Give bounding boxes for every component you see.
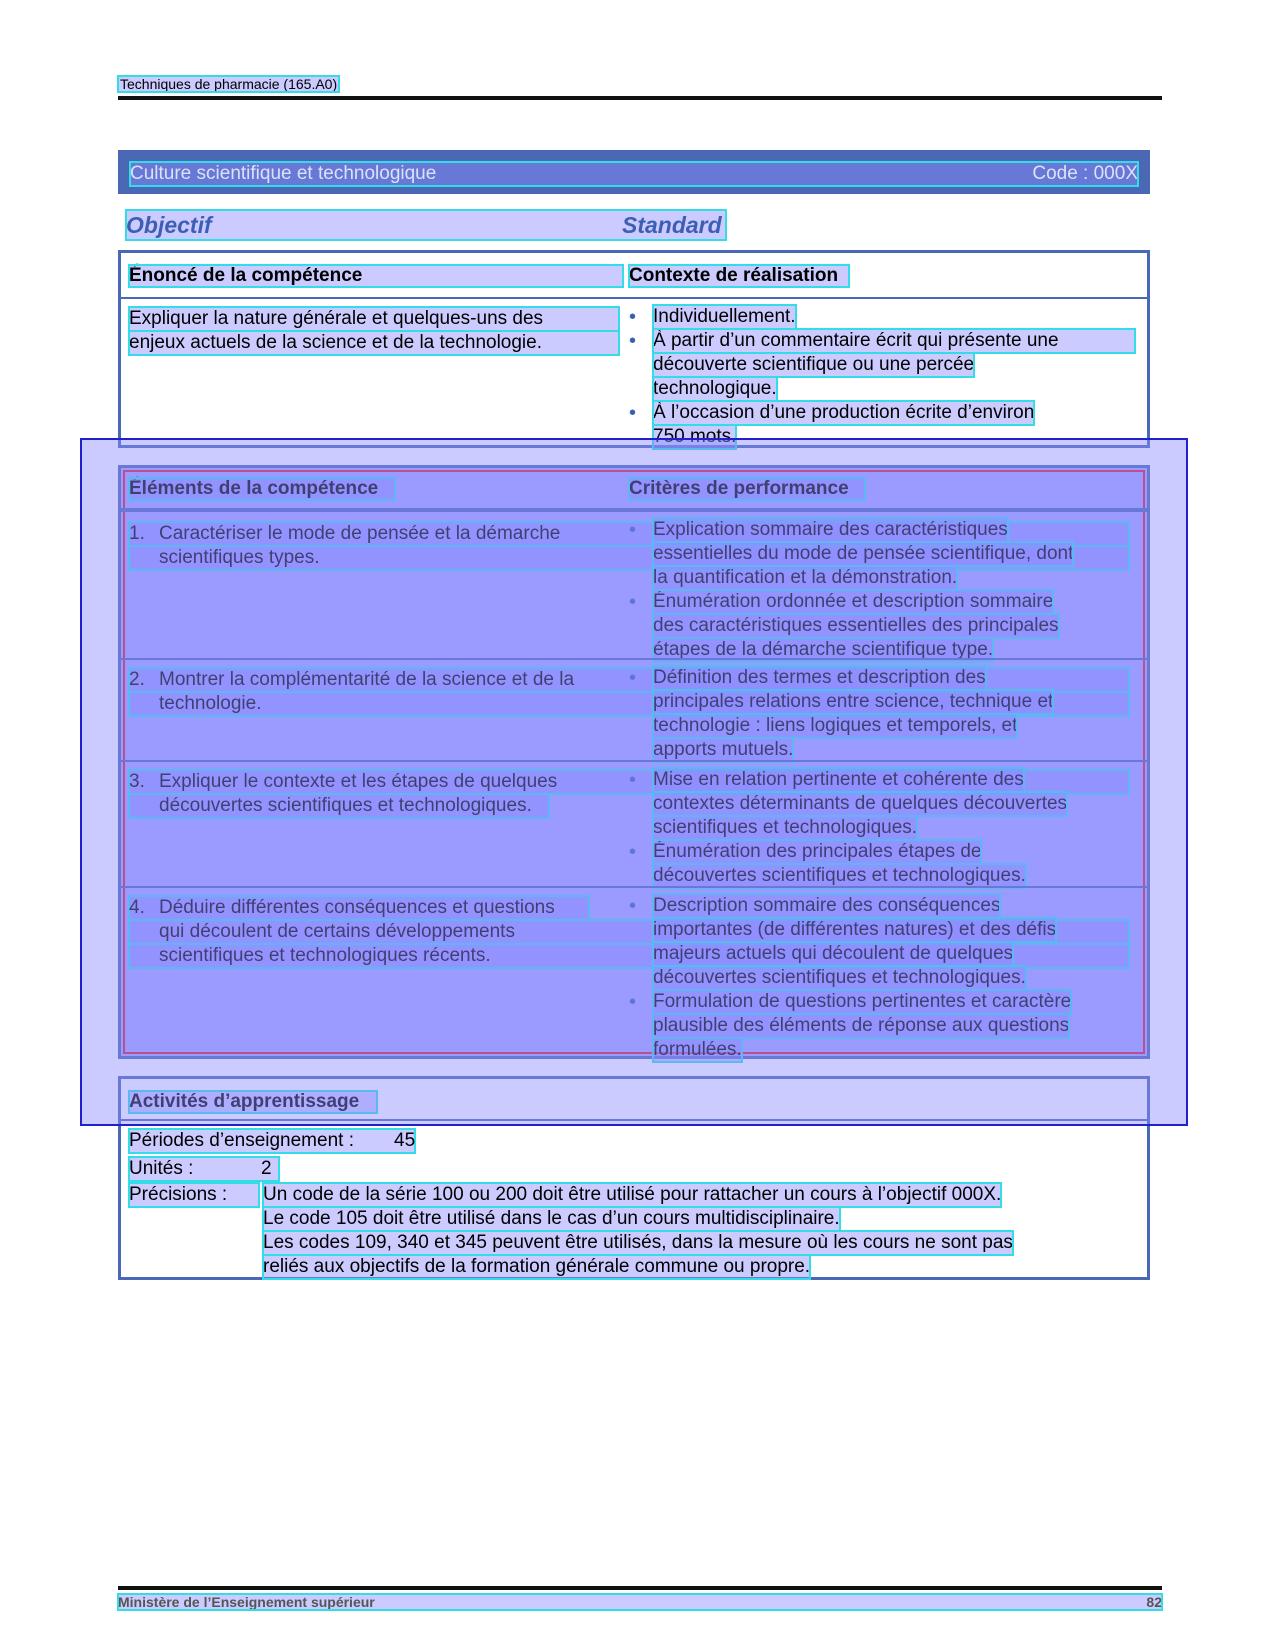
criterion-item: • Formulation de questions pertinentes et caractère plausible des éléments de réponse aux questions formulées. (625, 990, 1145, 1062)
standard-heading: Standard (622, 212, 722, 238)
page-header (118, 76, 1162, 100)
precisions-line: reliés aux objectifs de la formation générale commune ou propre. (263, 1256, 811, 1277)
units-row (129, 1157, 279, 1181)
element-line: qui découlent de certains développements (159, 921, 515, 942)
periods-label: Périodes d’enseignement : (129, 1130, 354, 1151)
contexte-list (625, 305, 1135, 449)
criterion-item: • Énumération ordonnée et description sommaire des caractéristiques essentielles des principales étapes de la démarche scientifique type. (625, 590, 1145, 662)
page-number: 82 (1146, 1594, 1162, 1610)
precisions-line: Les codes 109, 340 et 345 peuvent être utilisés, dans la mesure où les cours ne sont pas (263, 1232, 1013, 1253)
element-line: Déduire différentes conséquences et questions (159, 897, 555, 918)
enonce-line: Expliquer la nature générale et quelques-uns des (129, 307, 619, 331)
criteria-list (625, 666, 1145, 762)
page-footer (118, 1586, 1162, 1612)
course-title: Culture scientifique et technologique (130, 163, 437, 184)
element-line: scientifiques types. (159, 547, 320, 568)
element-line: Expliquer le contexte et les étapes de quelques (159, 771, 558, 792)
element-number: 1. (129, 523, 145, 544)
criterion-item: • Explication sommaire des caractéristiques essentielles du mode de pensée scientifique, dont la quantification et la démonstration. (625, 518, 1145, 590)
enonce-text (129, 307, 619, 355)
course-title-bar (118, 150, 1150, 194)
program-title: Techniques de pharmacie (165.A0) (120, 76, 338, 92)
contexte-item: • À l’occasion d’une production écrite d’environ 750 mots. (625, 401, 1135, 449)
element-row (121, 886, 1147, 1060)
criterion-item: • Définition des termes et description des principales relations entre science, technique et technologie : liens logiques et temporels, et apports mutuels. (625, 666, 1145, 762)
periods-value: 45 (394, 1130, 416, 1151)
element-line: scientifiques et technologiques récents. (159, 945, 491, 966)
contexte-item: • Individuellement. (625, 305, 1135, 329)
activities-box-header (121, 1079, 1147, 1121)
activities-label: Activités d’apprentissage (129, 1091, 377, 1113)
elements-box-header (121, 468, 1147, 510)
precisions-line: Un code de la série 100 ou 200 doit être utilisé pour rattacher un cours à l’objectif 000X. (263, 1184, 1002, 1205)
contexte-label: Contexte de réalisation (629, 265, 849, 287)
course-title-row (130, 162, 1138, 186)
objective-heading: Objectif (126, 212, 212, 238)
course-code: Code : 000X (1032, 163, 1138, 184)
units-value: 2 (261, 1158, 272, 1179)
units-label: Unités : (129, 1158, 194, 1179)
criterion-item: • Mise en relation pertinente et cohérente des contextes déterminants de quelques découvertes scientifiques et technologiques. (625, 768, 1145, 840)
element-number: 3. (129, 771, 145, 792)
element-number: 4. (129, 897, 145, 918)
footer-row (118, 1594, 1162, 1610)
enonce-label: Énoncé de la compétence (129, 265, 623, 287)
criteria-list (625, 518, 1145, 662)
criterion-item: • Énumération des principales étapes de découvertes scientifiques et technologiques. (625, 840, 1145, 888)
element-line: Montrer la complémentarité de la science et de la (159, 669, 575, 690)
competence-box (118, 250, 1150, 448)
precisions-text (263, 1183, 1133, 1279)
element-number: 2. (129, 669, 145, 690)
elements-box (118, 465, 1150, 1059)
section-heads (126, 210, 726, 240)
ministry-name: Ministère de l’Enseignement supérieur (118, 1594, 375, 1610)
periods-row (129, 1129, 415, 1153)
criteria-list (625, 768, 1145, 888)
criteres-label: Critères de performance (629, 478, 865, 500)
precisions-line: Le code 105 doit être utilisé dans le cas d’un cours multidisciplinaire. (263, 1208, 840, 1229)
element-row (121, 760, 1147, 886)
precisions-label: Précisions : (129, 1183, 259, 1207)
element-row (121, 658, 1147, 760)
elements-label: Éléments de la compétence (129, 478, 395, 500)
competence-box-header (121, 253, 1147, 299)
criterion-item: • Description sommaire des conséquences importantes (de différentes natures) et des défis majeurs actuels qui découlent de quelques découvertes scientifiques et technologiques. (625, 894, 1145, 990)
element-line: découvertes scientifiques et technologiques. (159, 795, 532, 816)
activities-box (118, 1076, 1150, 1280)
element-line: technologie. (159, 693, 262, 714)
criteria-list (625, 894, 1145, 1062)
enonce-line: enjeux actuels de la science et de la technologie. (129, 331, 619, 355)
contexte-item: • À partir d’un commentaire écrit qui présente une découverte scientifique ou une percée technologique. (625, 329, 1135, 401)
element-line: Caractériser le mode de pensée et la démarche (159, 523, 561, 544)
element-row (121, 510, 1147, 658)
